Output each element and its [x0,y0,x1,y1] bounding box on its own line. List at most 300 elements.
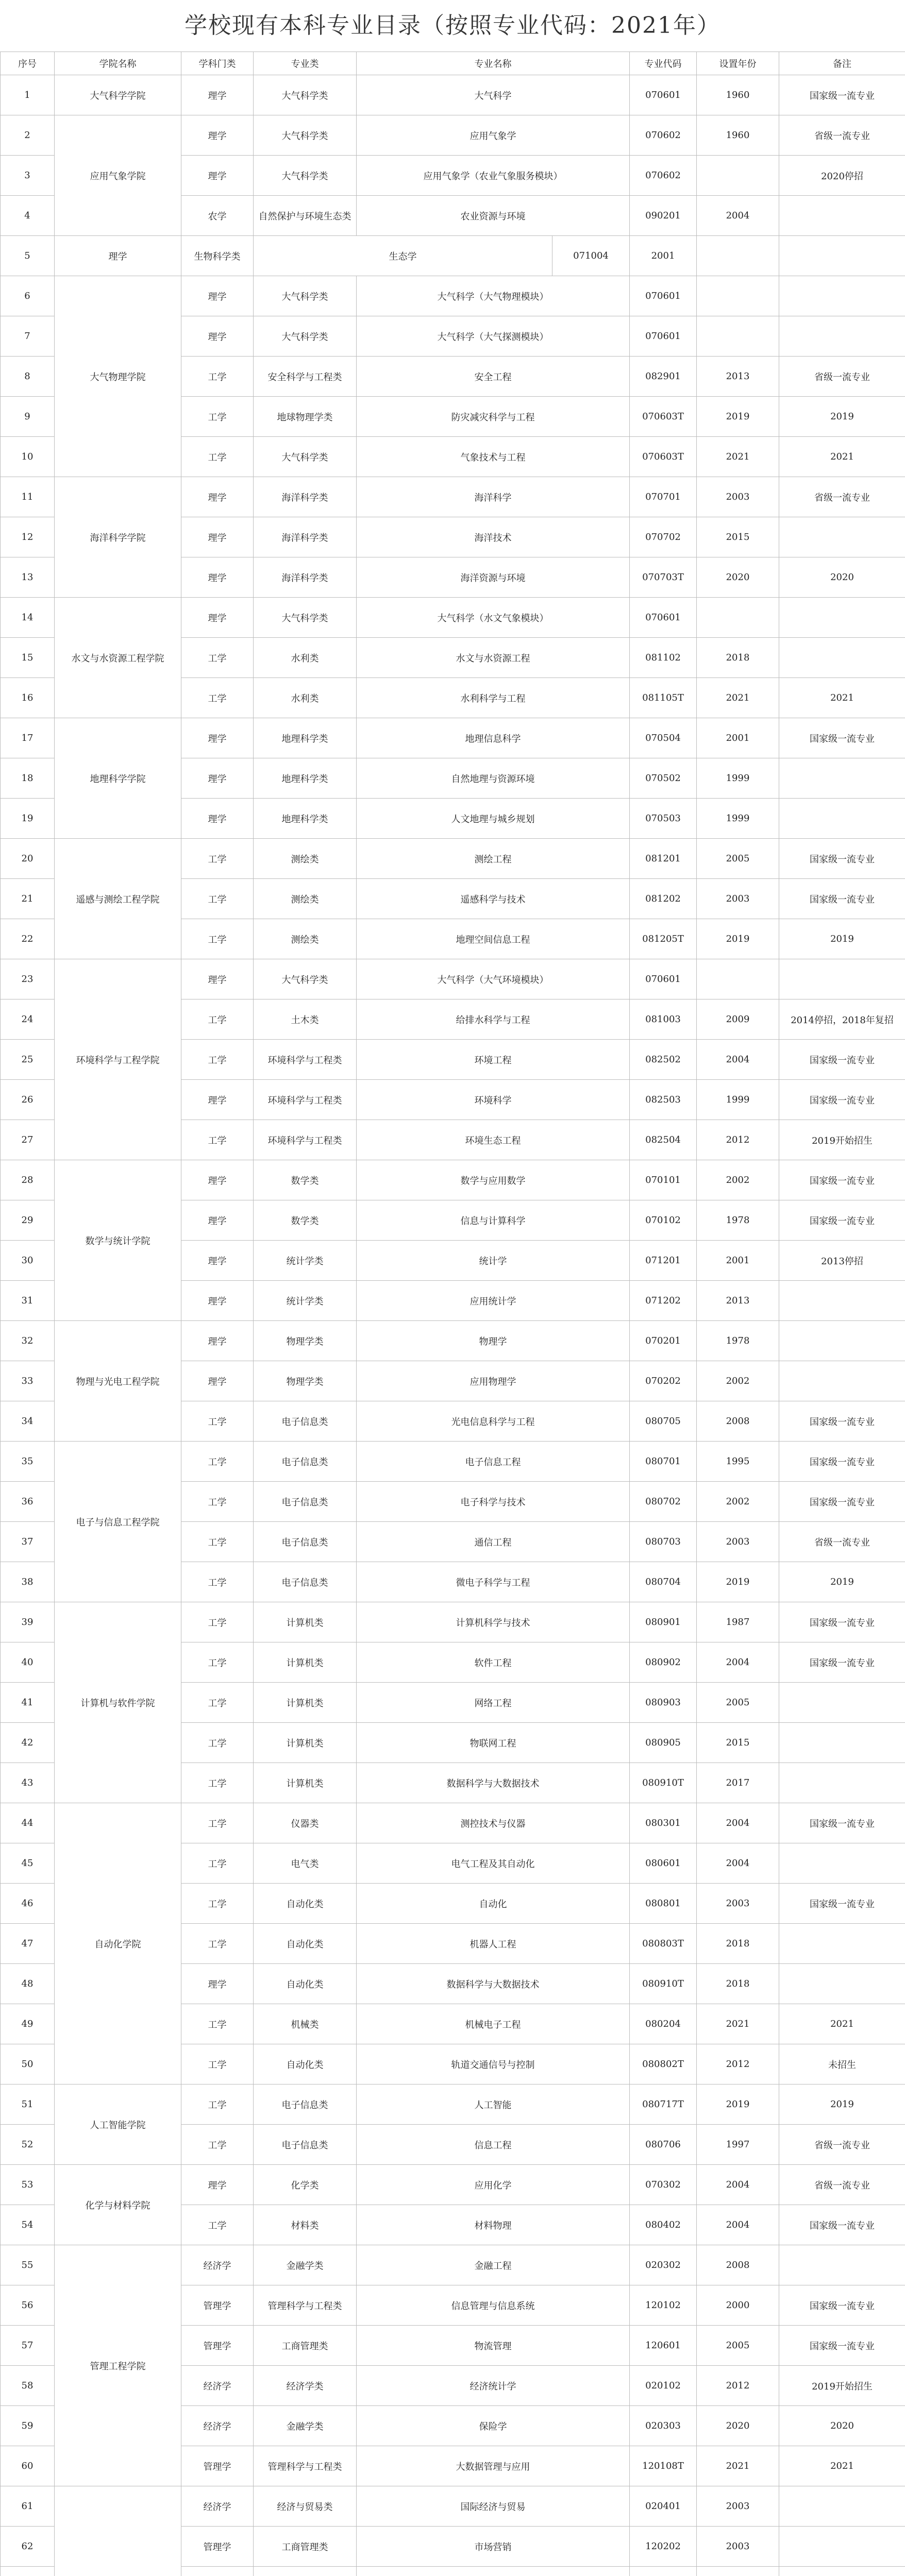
cell-major-category: 大气科学类 [254,156,357,196]
cell-college: 人工智能学院 [55,2084,181,2165]
cell-major-name: 应用气象学（农业气象服务模块） [357,156,630,196]
cell-year: 2000 [697,2285,779,2326]
cell-major-code: 020102 [630,2366,697,2406]
cell-major-name: 机械电子工程 [357,2004,630,2044]
cell-major-name: 安全工程 [357,357,630,397]
cell-remark: 国家级一流专业 [779,839,905,879]
cell-remark [779,517,905,557]
cell-major-name: 保险学 [357,2406,630,2446]
cell-discipline: 农学 [181,196,254,236]
cell-major-category: 大气科学类 [254,437,357,477]
cell-year: 2005 [697,2326,779,2366]
cell-index: 32 [1,1321,55,1361]
cell-major-category: 大气科学类 [254,598,357,638]
cell-remark [779,1683,905,1723]
cell-remark: 国家级一流专业 [779,718,905,758]
cell-discipline: 管理学 [181,2285,254,2326]
cell-remark: 省级一流专业 [779,2165,905,2205]
cell-index: 41 [1,1683,55,1723]
cell-remark: 国家级一流专业 [779,1642,905,1683]
cell-discipline: 理学 [181,1160,254,1200]
cell-index: 6 [1,276,55,316]
cell-major-name: 应用化学 [357,2165,630,2205]
cell-year: 2012 [697,2044,779,2084]
cell-remark: 2019开始招生 [779,1120,905,1160]
cell-index: 54 [1,2205,55,2245]
cell-index: 61 [1,2486,55,2527]
cell-index: 51 [1,2084,55,2125]
cell-major-category: 经济学类 [254,2366,357,2406]
cell-college: 计算机与软件学院 [55,1602,181,1803]
cell-major-category: 水利类 [254,678,357,718]
cell-index: 20 [1,839,55,879]
cell-discipline: 工学 [181,919,254,959]
cell-major-category: 环境科学与工程类 [254,1080,357,1120]
cell-discipline: 理学 [181,316,254,357]
cell-major-code: 080402 [630,2205,697,2245]
cell-college: 应用气象学院 [55,115,181,236]
cell-major-category: 统计学类 [254,1281,357,1321]
cell-major-category: 计算机类 [254,1723,357,1763]
cell-major-code: 070101 [630,1160,697,1200]
cell-index: 34 [1,1401,55,1442]
cell-major-category: 水利类 [254,638,357,678]
cell-major-code: 081003 [630,999,697,1040]
cell-index: 48 [1,1964,55,2004]
cell-year: 2004 [697,1642,779,1683]
cell-index: 16 [1,678,55,718]
cell-remark [779,1763,905,1803]
cell-index: 52 [1,2125,55,2165]
cell-major-category: 物理学类 [254,1361,357,1401]
cell-year: 2004 [697,1040,779,1080]
cell-major-category: 大气科学类 [254,75,357,115]
cell-remark [779,2245,905,2285]
cell-discipline: 工学 [181,1401,254,1442]
cell-index: 30 [1,1241,55,1281]
cell-major-category: 计算机类 [254,1683,357,1723]
cell-major-name: 经济统计学 [357,2366,630,2406]
table-row [1,2486,905,2527]
cell-year [697,276,779,316]
table-row [1,115,905,156]
cell-remark [779,638,905,678]
cell-remark: 国家级一流专业 [779,1080,905,1120]
cell-index: 28 [1,1160,55,1200]
cell-index: 59 [1,2406,55,2446]
cell-index: 57 [1,2326,55,2366]
cell-index: 55 [1,2245,55,2285]
table-row [1,2084,905,2125]
cell-major-name: 大数据管理与应用 [357,2446,630,2486]
column-header: 设置年份 [697,52,779,75]
cell-major-category: 电子信息类 [254,1401,357,1442]
cell-major-name: 物理学 [357,1321,630,1361]
cell-major-code: 020303 [630,2406,697,2446]
cell-major-name: 物联网工程 [357,1723,630,1763]
cell-index: 33 [1,1361,55,1401]
cell-major-code: 080905 [630,1723,697,1763]
cell-major-code: 070601 [630,276,697,316]
cell-index: 8 [1,357,55,397]
cell-major-name: 软件工程 [357,1642,630,1683]
cell-major-category: 自动化类 [254,1924,357,1964]
cell-year: 1999 [697,1080,779,1120]
cell-major-name: 应用物理学 [357,1361,630,1401]
cell-index: 31 [1,1281,55,1321]
cell-year [697,316,779,357]
cell-discipline: 工学 [181,1040,254,1080]
cell-major-category: 管理科学与工程类 [254,2446,357,2486]
cell-remark: 国家级一流专业 [779,1200,905,1241]
cell-discipline: 理学 [181,1321,254,1361]
cell-remark [779,1964,905,2004]
cell-year: 2005 [697,1683,779,1723]
cell-major-category: 安全科学与工程类 [254,357,357,397]
cell-remark [779,1281,905,1321]
cell-index: 5 [1,236,55,276]
cell-college: 地理科学学院 [55,718,181,839]
cell-index: 45 [1,1843,55,1884]
cell-major-name: 人文地理与城乡规划 [357,799,630,839]
cell-college: 物理与光电工程学院 [55,1321,181,1442]
cell-index: 37 [1,1522,55,1562]
cell-index: 50 [1,2044,55,2084]
cell-discipline: 工学 [181,1843,254,1884]
cell-index: 4 [1,196,55,236]
cell-index: 11 [1,477,55,517]
cell-major-name: 环境工程 [357,1040,630,1080]
cell-major-category: 管理科学与工程类 [254,2285,357,2326]
cell-major-category: 数学类 [254,1200,357,1241]
cell-major-code: 080705 [630,1401,697,1442]
cell-remark: 国家级一流专业 [779,1602,905,1642]
cell-year: 2019 [697,2084,779,2125]
cell-major-code: 071202 [630,1281,697,1321]
cell-major-code: 082901 [630,357,697,397]
cell-remark: 省级一流专业 [779,357,905,397]
cell-major-category: 化学类 [254,2165,357,2205]
cell-year: 2013 [697,1281,779,1321]
cell-index: 56 [1,2285,55,2326]
cell-discipline: 理学 [181,799,254,839]
cell-major-code: 080601 [630,1843,697,1884]
cell-major-category: 电子信息类 [254,1522,357,1562]
table-row [1,2165,905,2205]
cell-year: 2021 [697,2446,779,2486]
cell-discipline: 工学 [181,1924,254,1964]
cell-year: 2004 [697,196,779,236]
page-title: 学校现有本科专业目录（按照专业代码：2021年） [185,12,720,39]
cell-remark: 国家级一流专业 [779,1160,905,1200]
cell-major-code: 070603T [630,397,697,437]
cell-major-category: 物理学类 [254,1321,357,1361]
cell-major-category: 数学类 [254,1160,357,1200]
cell-year: 2003 [697,1884,779,1924]
cell-remark: 国家级一流专业 [779,2285,905,2326]
cell-remark: 国家级一流专业 [779,1482,905,1522]
cell-index: 47 [1,1924,55,1964]
cell-major-name: 生态学 [254,236,552,276]
cell-year: 2021 [697,437,779,477]
cell-college: 遥感与测绘工程学院 [55,839,181,959]
cell-major-name: 测绘工程 [357,839,630,879]
cell-major-category: 土木类 [254,999,357,1040]
cell-major-code: 070702 [630,517,697,557]
cell-remark [779,196,905,236]
cell-college: 大气物理学院 [55,276,181,477]
cell-major-name: 统计学 [357,1241,630,1281]
cell-major-name: 电气工程及其自动化 [357,1843,630,1884]
cell-major-code: 080704 [630,1562,697,1602]
cell-remark: 2021 [779,2446,905,2486]
table-row [1,1803,905,1843]
cell-major-code: 070602 [630,115,697,156]
cell-major-category: 测绘类 [254,839,357,879]
cell-major-code: 070603T [630,437,697,477]
table-row [1,1442,905,1482]
cell-major-code: 080701 [630,1442,697,1482]
cell-year: 2015 [697,1723,779,1763]
cell-year: 2003 [697,2486,779,2527]
cell-major-category: 大气科学类 [254,316,357,357]
table-row [1,236,905,276]
table-row [1,839,905,879]
cell-major-category: 海洋科学类 [254,517,357,557]
cell-discipline: 理学 [181,1361,254,1401]
cell-remark: 国家级一流专业 [779,1401,905,1442]
cell-index [1,2567,55,2576]
cell-year: 2003 [697,1522,779,1562]
cell-discipline: 管理学 [181,2326,254,2366]
cell-year: 2003 [697,477,779,517]
cell-year: 2019 [697,1562,779,1602]
cell-discipline: 理学 [55,236,181,276]
cell-college: 化学与材料学院 [55,2165,181,2245]
column-header: 专业名称 [357,52,630,75]
cell-major-code: 070202 [630,1361,697,1401]
cell-year: 2001 [697,1241,779,1281]
cell-year: 2004 [697,1843,779,1884]
cell-major-name: 市场营销 [357,2527,630,2567]
cell-discipline: 工学 [181,2084,254,2125]
cell-major-category: 环境科学与工程类 [254,1040,357,1080]
cell-remark [779,758,905,799]
cell-index: 21 [1,879,55,919]
cell-year: 1997 [697,2125,779,2165]
cell-major-name: 数据科学与大数据技术 [357,1763,630,1803]
cell-index: 17 [1,718,55,758]
cell-year: 2004 [697,2205,779,2245]
cell-major-name: 数据科学与大数据技术 [357,1964,630,2004]
cell-major-code: 120102 [630,2285,697,2326]
cell-remark: 国家级一流专业 [779,1040,905,1080]
cell-major-category: 电气类 [254,1843,357,1884]
cell-major-code: 020401 [630,2486,697,2527]
cell-index: 42 [1,1723,55,1763]
cell-major-category: 大气科学类 [254,276,357,316]
cell-major-name: 防灾减灾科学与工程 [357,397,630,437]
cell-major-name: 金融工程 [357,2245,630,2285]
cell-college: 海洋科学学院 [55,477,181,598]
cell-major-name: 给排水科学与工程 [357,999,630,1040]
cell-remark [779,959,905,999]
cell-discipline: 工学 [181,999,254,1040]
cell-remark [779,316,905,357]
table-row [1,1160,905,1200]
cell-major-category: 自动化类 [254,1964,357,2004]
cell-year: 2001 [697,718,779,758]
cell-major-name: 水利科学与工程 [357,678,630,718]
cell-remark: 2020停招 [779,156,905,196]
cell-major-category: 统计学类 [254,1241,357,1281]
cell-major-code: 070102 [630,1200,697,1241]
cell-major-category: 电子信息类 [254,1442,357,1482]
cell-college: 水文与水资源工程学院 [55,598,181,718]
cell-index: 23 [1,959,55,999]
cell-remark: 国家级一流专业 [779,1803,905,1843]
cell-year: 2008 [697,1401,779,1442]
cell-major-name [357,2567,630,2576]
cell-discipline: 理学 [181,1964,254,2004]
cell-major-code: 070502 [630,758,697,799]
cell-year: 2018 [697,1964,779,2004]
cell-remark [779,598,905,638]
cell-index: 22 [1,919,55,959]
cell-major-name: 测控技术与仪器 [357,1803,630,1843]
cell-major-name: 数学与应用数学 [357,1160,630,1200]
cell-discipline: 工学 [181,1120,254,1160]
cell-major-name: 地理信息科学 [357,718,630,758]
cell-discipline: 工学 [181,437,254,477]
column-header: 专业类 [254,52,357,75]
cell-major-category: 大气科学类 [254,959,357,999]
cell-index: 18 [1,758,55,799]
cell-major-category: 测绘类 [254,919,357,959]
cell-year: 1978 [697,1200,779,1241]
cell-year: 2004 [697,1803,779,1843]
cell-major-category [254,2567,357,2576]
cell-year: 1978 [697,1321,779,1361]
cell-major-name: 应用统计学 [357,1281,630,1321]
cell-major-code: 080903 [630,1683,697,1723]
cell-remark: 2019 [779,1562,905,1602]
cell-discipline: 理学 [181,156,254,196]
cell-discipline: 工学 [181,1884,254,1924]
cell-major-name: 大气科学（水文气象模块） [357,598,630,638]
cell-index: 2 [1,115,55,156]
cell-major-code: 080910T [630,1763,697,1803]
cell-discipline: 理学 [181,75,254,115]
cell-major-category: 地理科学类 [254,758,357,799]
cell-major-code: 081205T [630,919,697,959]
cell-discipline: 工学 [181,397,254,437]
cell-discipline: 工学 [181,2125,254,2165]
cell-major-code: 080706 [630,2125,697,2165]
cell-remark [697,236,779,276]
cell-discipline: 经济学 [181,2486,254,2527]
cell-major-name: 气象技术与工程 [357,437,630,477]
cell-major-name: 大气科学（大气探测模块） [357,316,630,357]
cell-year: 2018 [697,638,779,678]
cell-major-name: 物流管理 [357,2326,630,2366]
cell-major-code [630,2567,697,2576]
cell-major-code: 070701 [630,477,697,517]
cell-major-code: 080204 [630,2004,697,2044]
cell-year: 2012 [697,2366,779,2406]
cell-remark [779,2527,905,2567]
cell-index: 26 [1,1080,55,1120]
cell-major-code: 081102 [630,638,697,678]
column-header: 专业代码 [630,52,697,75]
cell-major-code: 082502 [630,1040,697,1080]
cell-index: 43 [1,1763,55,1803]
cell-major-category: 机械类 [254,2004,357,2044]
cell-remark [779,2486,905,2527]
cell-year: 1960 [697,115,779,156]
cell-remark: 省级一流专业 [779,1522,905,1562]
cell-discipline: 管理学 [181,2527,254,2567]
cell-major-name: 自然地理与资源环境 [357,758,630,799]
cell-remark: 省级一流专业 [779,477,905,517]
cell-major-category: 地理科学类 [254,718,357,758]
table-row [1,276,905,316]
cell-remark: 2020 [779,2406,905,2446]
cell-discipline: 工学 [181,2004,254,2044]
cell-major-code: 070601 [630,598,697,638]
cell-major-name: 大气科学（大气物理模块） [357,276,630,316]
cell-discipline: 工学 [181,1442,254,1482]
cell-remark: 2019 [779,397,905,437]
cell-year: 2001 [630,236,697,276]
cell-major-category: 地球物理学类 [254,397,357,437]
cell-major-name: 应用气象学 [357,115,630,156]
cell-major-name: 自动化 [357,1884,630,1924]
cell-major-name: 人工智能 [357,2084,630,2125]
table-row [1,1321,905,1361]
column-header: 学院名称 [55,52,181,75]
table-row [1,598,905,638]
cell-index: 24 [1,999,55,1040]
cell-year: 2015 [697,517,779,557]
cell-major-category: 计算机类 [254,1642,357,1683]
cell-college: 大气科学学院 [55,75,181,115]
cell-major-category: 仪器类 [254,1803,357,1843]
cell-discipline: 理学 [181,115,254,156]
cell-remark: 国家级一流专业 [779,2326,905,2366]
cell-college: 环境科学与工程学院 [55,959,181,1160]
cell-year: 2017 [697,1763,779,1803]
cell-discipline: 经济学 [181,2245,254,2285]
cell-index: 27 [1,1120,55,1160]
cell-remark: 2019 [779,2084,905,2125]
cell-major-code: 081201 [630,839,697,879]
cell-year: 2002 [697,1160,779,1200]
cell-remark [779,2567,905,2576]
cell-index: 7 [1,316,55,357]
cell-index: 1 [1,75,55,115]
cell-major-name: 微电子科学与工程 [357,1562,630,1602]
cell-remark: 国家级一流专业 [779,2205,905,2245]
cell-discipline: 工学 [181,1803,254,1843]
cell-remark: 未招生 [779,2044,905,2084]
cell-discipline: 理学 [181,1281,254,1321]
cell-remark: 2013停招 [779,1241,905,1281]
cell-discipline: 理学 [181,598,254,638]
cell-year: 1999 [697,758,779,799]
cell-discipline: 理学 [181,557,254,598]
cell-index: 29 [1,1200,55,1241]
